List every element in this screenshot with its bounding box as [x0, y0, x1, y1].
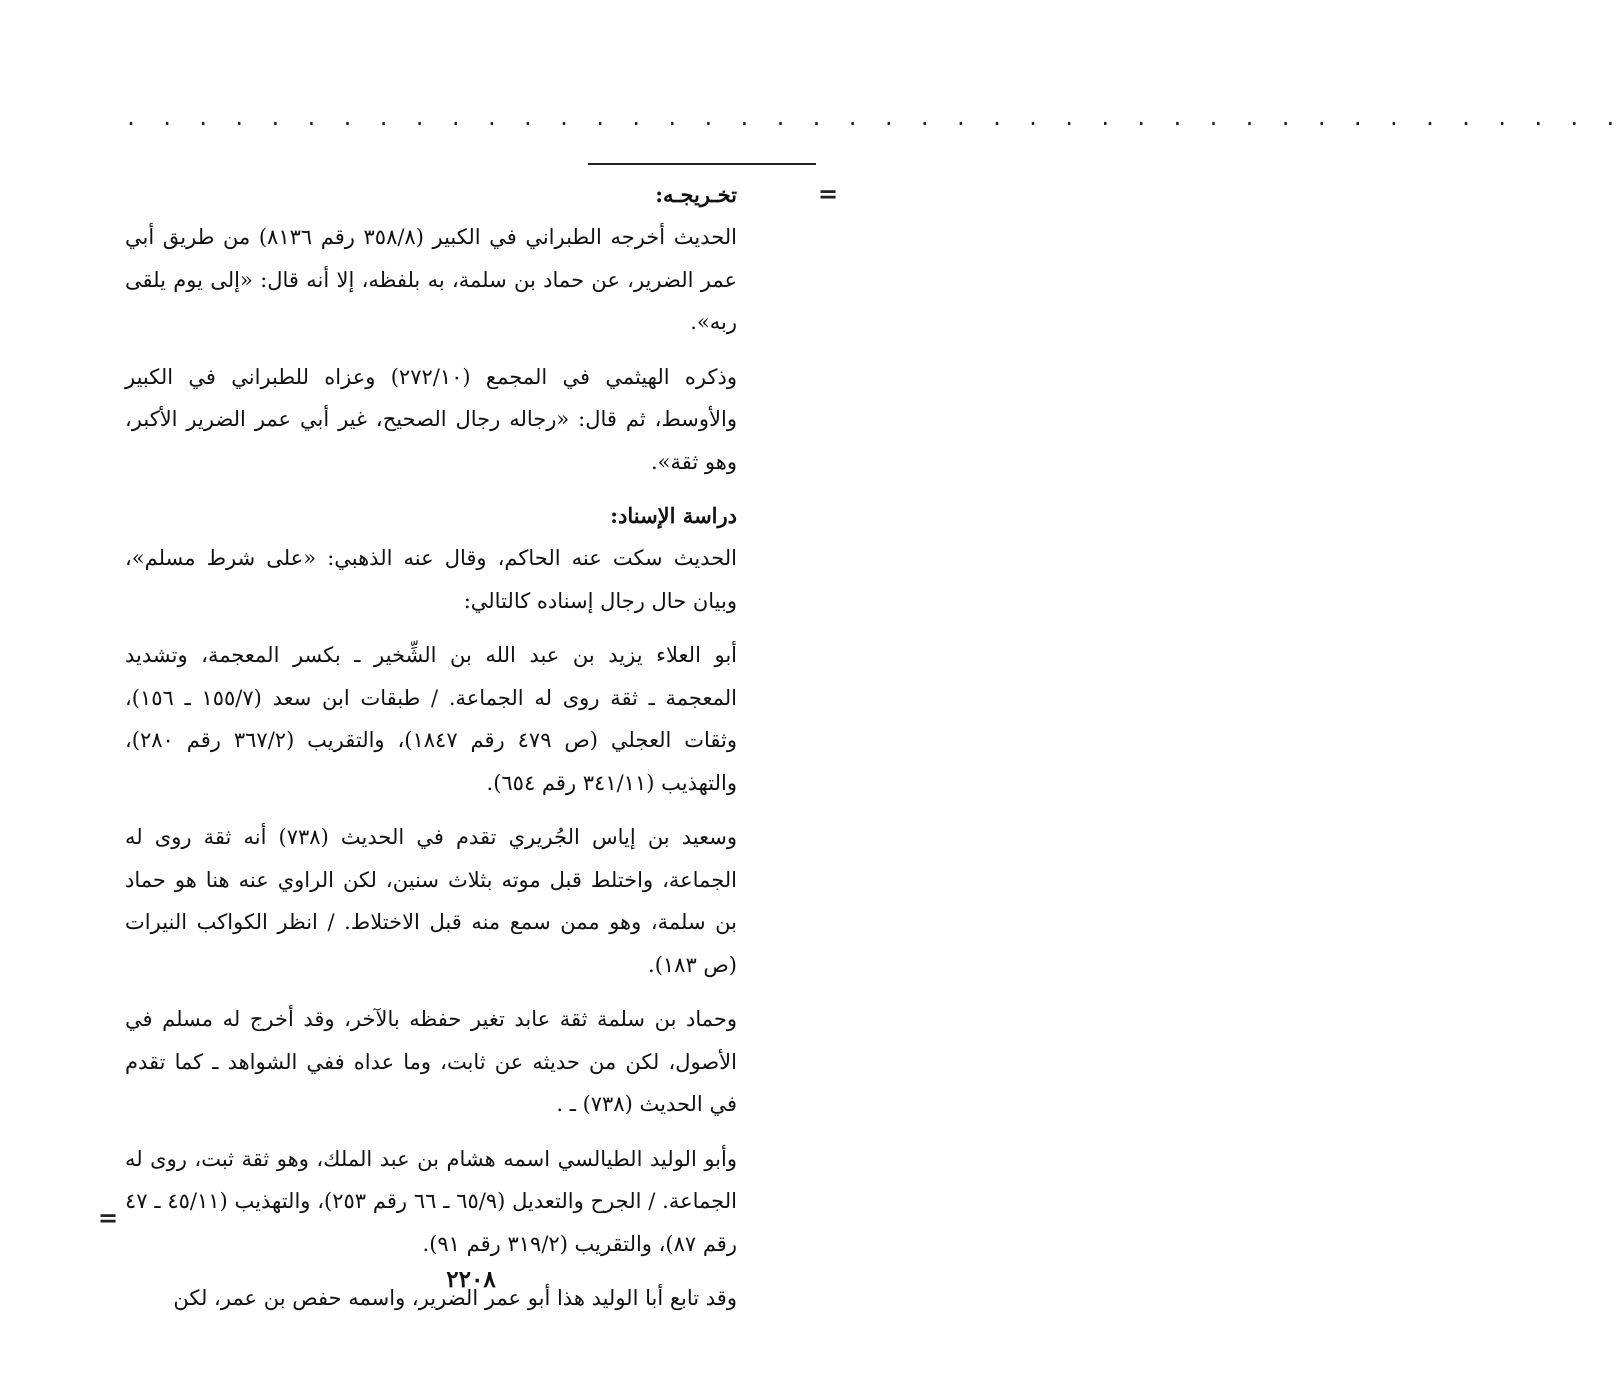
page-number: ٢٢٠٨	[446, 1266, 496, 1293]
dotted-separator: . . . . . . . . . . . . . . . . . . . . . . . . . . . . . . . . . . . . . . . . . .	[125, 106, 1622, 130]
footnote-rule	[588, 163, 816, 165]
continuation-mark-bottom: =	[98, 1204, 119, 1232]
takhrij-paragraph-2: وذكره الهيثمي في المجمع (٢٧٢/١٠) وعزاه للطبراني في الكبير والأوسط، ثم قال: «رجاله رجال الصحيح، غير أبي عمر الضرير الأكبر، وهو ثقة».	[125, 364, 738, 474]
isnad-paragraph-4: وحماد بن سلمة ثقة عابد تغير حفظه بالآخر، وقد أخرج له مسلم في الأصول، لكن من حديثه عن ثابت، وما عداه ففي الشواهد ـ كما تقدم في الحديث (٧٣٨) ـ .	[125, 1007, 737, 1116]
isnad-heading: دراسة الإسناد:	[610, 503, 737, 528]
isnad-paragraph-3: وسعيد بن إياس الجُريري تقدم في الحديث (٧٣٨) أنه ثقة روى له الجماعة، واختلط قبل موته بثلاث سنين، لكن الراوي عنه هنا هو حماد بن سلمة، وهو ممن سمع منه قبل الاختلاط. / انظر الكواكب النيرات (ص ١٨٣).	[125, 825, 738, 977]
isnad-paragraph-6: وقد تابع أبا الوليد هذا أبو عمر الضرير، واسمه حفص بن عمر، لكن	[173, 1286, 737, 1310]
page-body	[125, 174, 737, 1332]
isnad-paragraph-1: الحديث سكت عنه الحاكم، وقال عنه الذهبي: «على شرط مسلم»، وبيان حال رجال إسناده كالتالي:	[125, 546, 737, 613]
takhrij-heading: تخـريجـه:	[655, 182, 737, 207]
isnad-paragraph-5: وأبو الوليد الطيالسي اسمه هشام بن عبد الملك، وهو ثقة ثبت، روى له الجماعة. / الجرح والتعديل (٦٥/٩ ـ ٦٦ رقم ٢٥٣)، والتهذيب (٤٥/١١ ـ ٤٧ رقم ٨٧)، والتقريب (٣١٩/٢ رقم ٩١).	[125, 1146, 737, 1256]
isnad-paragraph-2: أبو العلاء يزيد بن عبد الله بن الشِّخير ـ بكسر المعجمة، وتشديد المعجمة ـ ثقة روى له الجماعة. / طبقات ابن سعد (١٥٥/٧ ـ ١٥٦)، وثقات العجلي (ص ٤٧٩ رقم ١٨٤٧)، والتقريب (٣٦٧/٢ رقم ٢٨٠)، والتهذيب (٣٤١/١١ رقم ٦٥٤).	[125, 643, 738, 795]
takhrij-paragraph-1: الحديث أخرجه الطبراني في الكبير (٣٥٨/٨ رقم ٨١٣٦) من طريق أبي عمر الضرير، عن حماد بن سلمة، به بلفظه، إلا أنه قال: «إلى يوم يلقى ربه».	[125, 225, 737, 334]
continuation-mark-top: =	[818, 180, 839, 208]
